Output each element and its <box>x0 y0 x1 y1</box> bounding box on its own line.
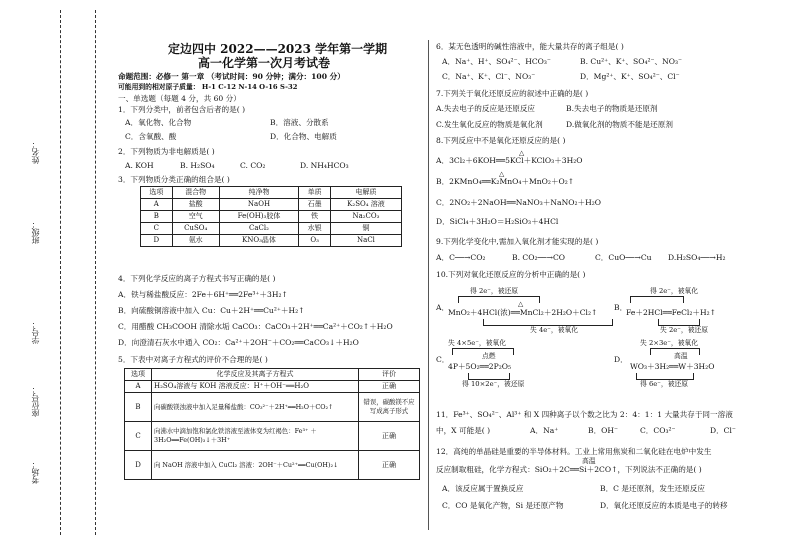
q9-option-b: B. CO₂──→CO <box>512 253 566 262</box>
table-cell: A <box>125 381 152 393</box>
q10-b-lose: 失 2e⁻，被还原 <box>660 326 709 334</box>
q12-stem-cont: 反应制取粗硅，化学方程式：SiO₂＋2C══Si＋2CO↑，下列说法不正确的是( ) <box>436 465 702 474</box>
table-cell: CaCl₂ <box>219 223 299 235</box>
q10-c-condition: 点燃 <box>482 352 496 360</box>
q1-stem: 1．下列分类中，前者包含后者的是( ) <box>118 105 246 114</box>
q8-option-b: B．2KMnO₄══K₂MnO₄＋MnO₂＋O₂↑ <box>436 177 575 186</box>
table-cell: 正确 <box>359 381 420 393</box>
q3-header: 选项 <box>141 187 173 199</box>
q10-a-lose: 失 4e⁻，被氧化 <box>530 326 579 334</box>
table-cell: O₃ <box>299 235 331 247</box>
q9-option-d: D.H₂SO₄──→H₂ <box>668 253 726 262</box>
q10-option-c-label: C． <box>436 355 450 364</box>
q10-b-top-bracket <box>630 296 684 303</box>
table-cell: 向 NaOH 溶液中加入 CuCl₂ 溶液：2OH⁻＋Cu²⁺══Cu(OH)₂↓ <box>152 451 359 480</box>
q12-condition: 高温 <box>582 457 596 465</box>
table-row <box>125 393 420 422</box>
table-row <box>141 223 402 235</box>
seat-label: 座位号： <box>31 385 40 417</box>
q10-d-condition: 高温 <box>674 352 688 360</box>
table-row <box>125 381 420 393</box>
table-cell: 铁 <box>299 211 331 223</box>
q10-option-b-label: B． <box>614 303 628 312</box>
q8-stem: 8.下列反应中不是氧化还原反应的是( ) <box>436 136 566 145</box>
q10-b-bottom-bracket <box>658 319 700 326</box>
table-cell: D <box>141 235 173 247</box>
table-cell: 氨水 <box>172 235 219 247</box>
table-cell: 向沸水中滴加饱和氯化铁溶液至液体变为红褐色：Fe³⁺ ＋3H₂O══Fe(OH)₃↓＋3H⁺ <box>152 422 359 451</box>
q11-option-a: A．Na⁺ <box>530 426 559 435</box>
q6-option-c: C．Na⁺、K⁺、Cl⁻、NO₃⁻ <box>442 72 536 81</box>
q3-header: 单质 <box>299 187 331 199</box>
q10-stem: 10.下列对氧化还原反应的分析中正确的是( ) <box>436 270 586 279</box>
q7-stem: 7.下列关于氧化还原反应的叙述中正确的是( ) <box>436 89 589 98</box>
q9-stem: 9.下列化学变化中,需加入氧化剂才能实现的是( ) <box>436 237 599 246</box>
q10-c-bottom-bracket <box>468 373 510 380</box>
q12-option-c: C．CO 是氧化产物，Si 是还原产物 <box>442 501 564 510</box>
table-cell: Na₂CO₃ <box>330 211 401 223</box>
table-cell: 石墨 <box>299 199 331 211</box>
table-cell: B <box>141 211 173 223</box>
number-label: 学号： <box>31 320 40 344</box>
q1-option-b: B．溶液、分散系 <box>270 118 329 127</box>
table-cell: C <box>125 422 152 451</box>
column-divider <box>428 40 430 530</box>
q5-stem: 5．下表中对离子方程式的评价不合理的是( ) <box>118 355 268 364</box>
q1-option-a: A．氧化物、化合物 <box>125 118 192 127</box>
q11-stem: 11．Fe³⁺、SO₄²⁻、Al³⁺ 和 X 四种离子以个数之比为 2：4：1：1 大量共存于同一溶液 <box>436 410 733 419</box>
table-row <box>141 235 402 247</box>
q4-option-b: B．向硫酸铜溶液中加入 Cu：Cu＋2H⁺══Cu²⁺＋H₂↑ <box>118 306 305 315</box>
q2-option-c: C. CO₂ <box>240 161 266 170</box>
q10-option-a-label: A． <box>436 303 450 312</box>
q10-option-d-label: D． <box>614 355 628 364</box>
q3-header-row <box>141 187 402 199</box>
q6-stem: 6．某无色透明的碱性溶液中，能大量共存的离子组是( ) <box>436 42 624 51</box>
table-cell: D <box>125 451 152 480</box>
q8-option-c: C．2NO₂＋2NaOH══NaNO₃＋NaNO₂＋H₂O <box>436 198 601 207</box>
q4-option-a: A．铁与稀盐酸反应：2Fe＋6H⁺══2Fe³⁺＋3H₂↑ <box>118 290 288 299</box>
q6-option-b: B. Cu²⁺、K⁺、SO₄²⁻、NO₃⁻ <box>580 57 683 66</box>
q3-stem: 3．下列物质分类正确的组合是( ) <box>118 175 230 184</box>
table-cell: 盐酸 <box>172 199 219 211</box>
table-row <box>125 451 420 480</box>
q10-a-top-bracket <box>458 296 540 303</box>
q5-header: 选项 <box>125 369 152 381</box>
q12-option-a: A．该反应属于置换反应 <box>442 484 524 493</box>
q10-b-gain: 得 2e⁻，被氧化 <box>650 287 699 295</box>
table-row <box>141 199 402 211</box>
q10-c-gain: 得 10×2e⁻，被还原 <box>462 380 525 388</box>
q3-table <box>140 186 402 247</box>
table-cell: Fe(OH)₃胶体 <box>219 211 299 223</box>
q10-d-gain: 得 6e⁻，被还原 <box>640 380 689 388</box>
q7-option-b: B.失去电子的物质是还原剂 <box>566 104 658 113</box>
q7-option-c: C.发生氧化反应的物质是氧化剂 <box>436 120 543 129</box>
q5-header: 化学反应及其离子方程式 <box>152 369 359 381</box>
q10-a-equation: MnO₂＋4HCl(浓)══MnCl₂＋2H₂O＋Cl₂↑ <box>448 308 598 317</box>
q5-header: 评价 <box>359 369 420 381</box>
q11-option-c: C．CO₃²⁻ <box>640 426 676 435</box>
q8-heat-b: △ <box>499 170 505 178</box>
q6-option-d: D．Mg²⁺、K⁺、SO₄²⁻、Cl⁻ <box>580 72 680 81</box>
table-cell: A <box>141 199 173 211</box>
q10-c-equation: 4P＋5O₂══2P₂O₅ <box>448 362 512 371</box>
q7-option-a: A.失去电子的反应是还原反应 <box>436 104 536 113</box>
q2-stem: 2．下列物质为非电解质是( ) <box>118 147 215 156</box>
table-row <box>125 422 420 451</box>
name-label: 姓名： <box>31 140 40 164</box>
q2-option-d: D. NH₄HCO₃ <box>300 161 349 170</box>
class-label: 班级： <box>31 220 40 244</box>
room-label: 考场： <box>31 460 40 484</box>
q1-option-c: C．含氧酸、酸 <box>125 132 177 141</box>
q2-option-b: B. H₂SO₄ <box>180 161 215 170</box>
binding-line <box>60 10 61 535</box>
q8-heat-a: △ <box>519 149 525 157</box>
table-cell: 水银 <box>299 223 331 235</box>
table-row <box>141 211 402 223</box>
table-cell: 向碳酸镁浊液中加入足量稀盐酸：CO₃²⁻＋2H⁺══H₂O＋CO₂↑ <box>152 393 359 422</box>
table-cell: 正确 <box>359 451 420 480</box>
q8-option-d: D．SiCl₄＋3H₂O＝H₂SiO₃＋4HCl <box>436 217 559 226</box>
binding-line-inner <box>95 10 96 535</box>
q4-option-c: C．用醋酸 CH₃COOH 清除水垢 CaCO₃：CaCO₃＋2H⁺══Ca²⁺＋CO₂↑＋H₂O <box>118 322 393 331</box>
table-cell: NaOH <box>219 199 299 211</box>
q4-option-d: D．向澄清石灰水中通入 CO₂：Ca²⁺＋2OH⁻＋CO₂══CaCO₃↓＋H₂O <box>118 338 359 347</box>
table-cell: 正确 <box>359 422 420 451</box>
q12-option-b: B．C 是还原剂，发生还原反应 <box>600 484 705 493</box>
q1-option-d: D．化合物、电解质 <box>270 132 337 141</box>
q10-d-lose: 失 2×3e⁻，被氧化 <box>640 339 699 347</box>
table-cell: 铜 <box>330 223 401 235</box>
q5-header-row <box>125 369 420 381</box>
table-cell: KNO₃晶体 <box>219 235 299 247</box>
q3-header: 纯净物 <box>219 187 299 199</box>
q12-stem: 12．高纯的单晶硅是重要的半导体材料。工业上常用焦炭和二氧化硅在电炉中发生 <box>436 447 712 456</box>
q5-table <box>124 368 420 480</box>
q10-a-gain: 得 2e⁻，被还原 <box>470 287 519 295</box>
q10-d-bottom-bracket <box>636 373 694 380</box>
q11-option-b: B．OH⁻ <box>588 426 619 435</box>
q3-header: 混合物 <box>172 187 219 199</box>
exam-subtitle: 高一化学第一次月考试卷 <box>198 56 331 70</box>
table-cell: 空气 <box>172 211 219 223</box>
section-heading: 一、单选题（每题 4 分，共 60 分） <box>118 94 241 103</box>
atomic-masses: 可能用到的相对原子质量： H-1 C-12 N-14 O-16 S-32 <box>118 83 298 91</box>
q3-header: 电解质 <box>330 187 401 199</box>
q9-option-a: A．C──→CO₂ <box>436 253 486 262</box>
table-cell: B <box>125 393 152 422</box>
q10-b-equation: Fe＋2HCl══FeCl₂＋H₂↑ <box>626 308 717 317</box>
exam-scope: 命题范围：必修一 第一章 （考试时间：90 分钟；满分：100 分） <box>118 72 345 81</box>
q7-option-d: D.做氧化剂的物质不能是还原剂 <box>566 120 673 129</box>
table-cell: H₂SO₄溶液与 KOH 溶液反应：H⁺＋OH⁻══H₂O <box>152 381 359 393</box>
q11-stem-cont: 中，X 可能是( ) <box>436 426 491 435</box>
table-cell: 错误，碳酸镁不应写成离子形式 <box>359 393 420 422</box>
q8-option-a: A．3Cl₂＋6KOH══5KCl＋KClO₃＋3H₂O <box>436 156 583 165</box>
q10-a-bottom-bracket <box>483 319 613 326</box>
table-cell: C <box>141 223 173 235</box>
q2-option-a: A. KOH <box>125 161 154 170</box>
q10-c-lose: 失 4×5e⁻，被氧化 <box>448 339 507 347</box>
q6-option-a: A．Na⁺、H⁺、SO₄²⁻、HCO₃⁻ <box>442 57 551 66</box>
q12-option-d: D．氧化还原反应的本质是电子的转移 <box>600 501 728 510</box>
table-cell: K₂SO₄ 溶液 <box>330 199 401 211</box>
q10-a-condition: △ <box>518 300 524 308</box>
table-cell: NaCl <box>330 235 401 247</box>
q4-stem: 4．下列化学反应的离子方程式书写正确的是( ) <box>118 274 276 283</box>
q11-option-d: D．Cl⁻ <box>710 426 736 435</box>
q10-d-equation: WO₃＋3H₂══W＋3H₂O <box>630 362 715 371</box>
exam-title: 定边四中 2022——2023 学年第一学期 <box>168 42 388 56</box>
table-cell: CuSO₄ <box>172 223 219 235</box>
q9-option-c: C．CuO──→Cu <box>595 253 652 262</box>
